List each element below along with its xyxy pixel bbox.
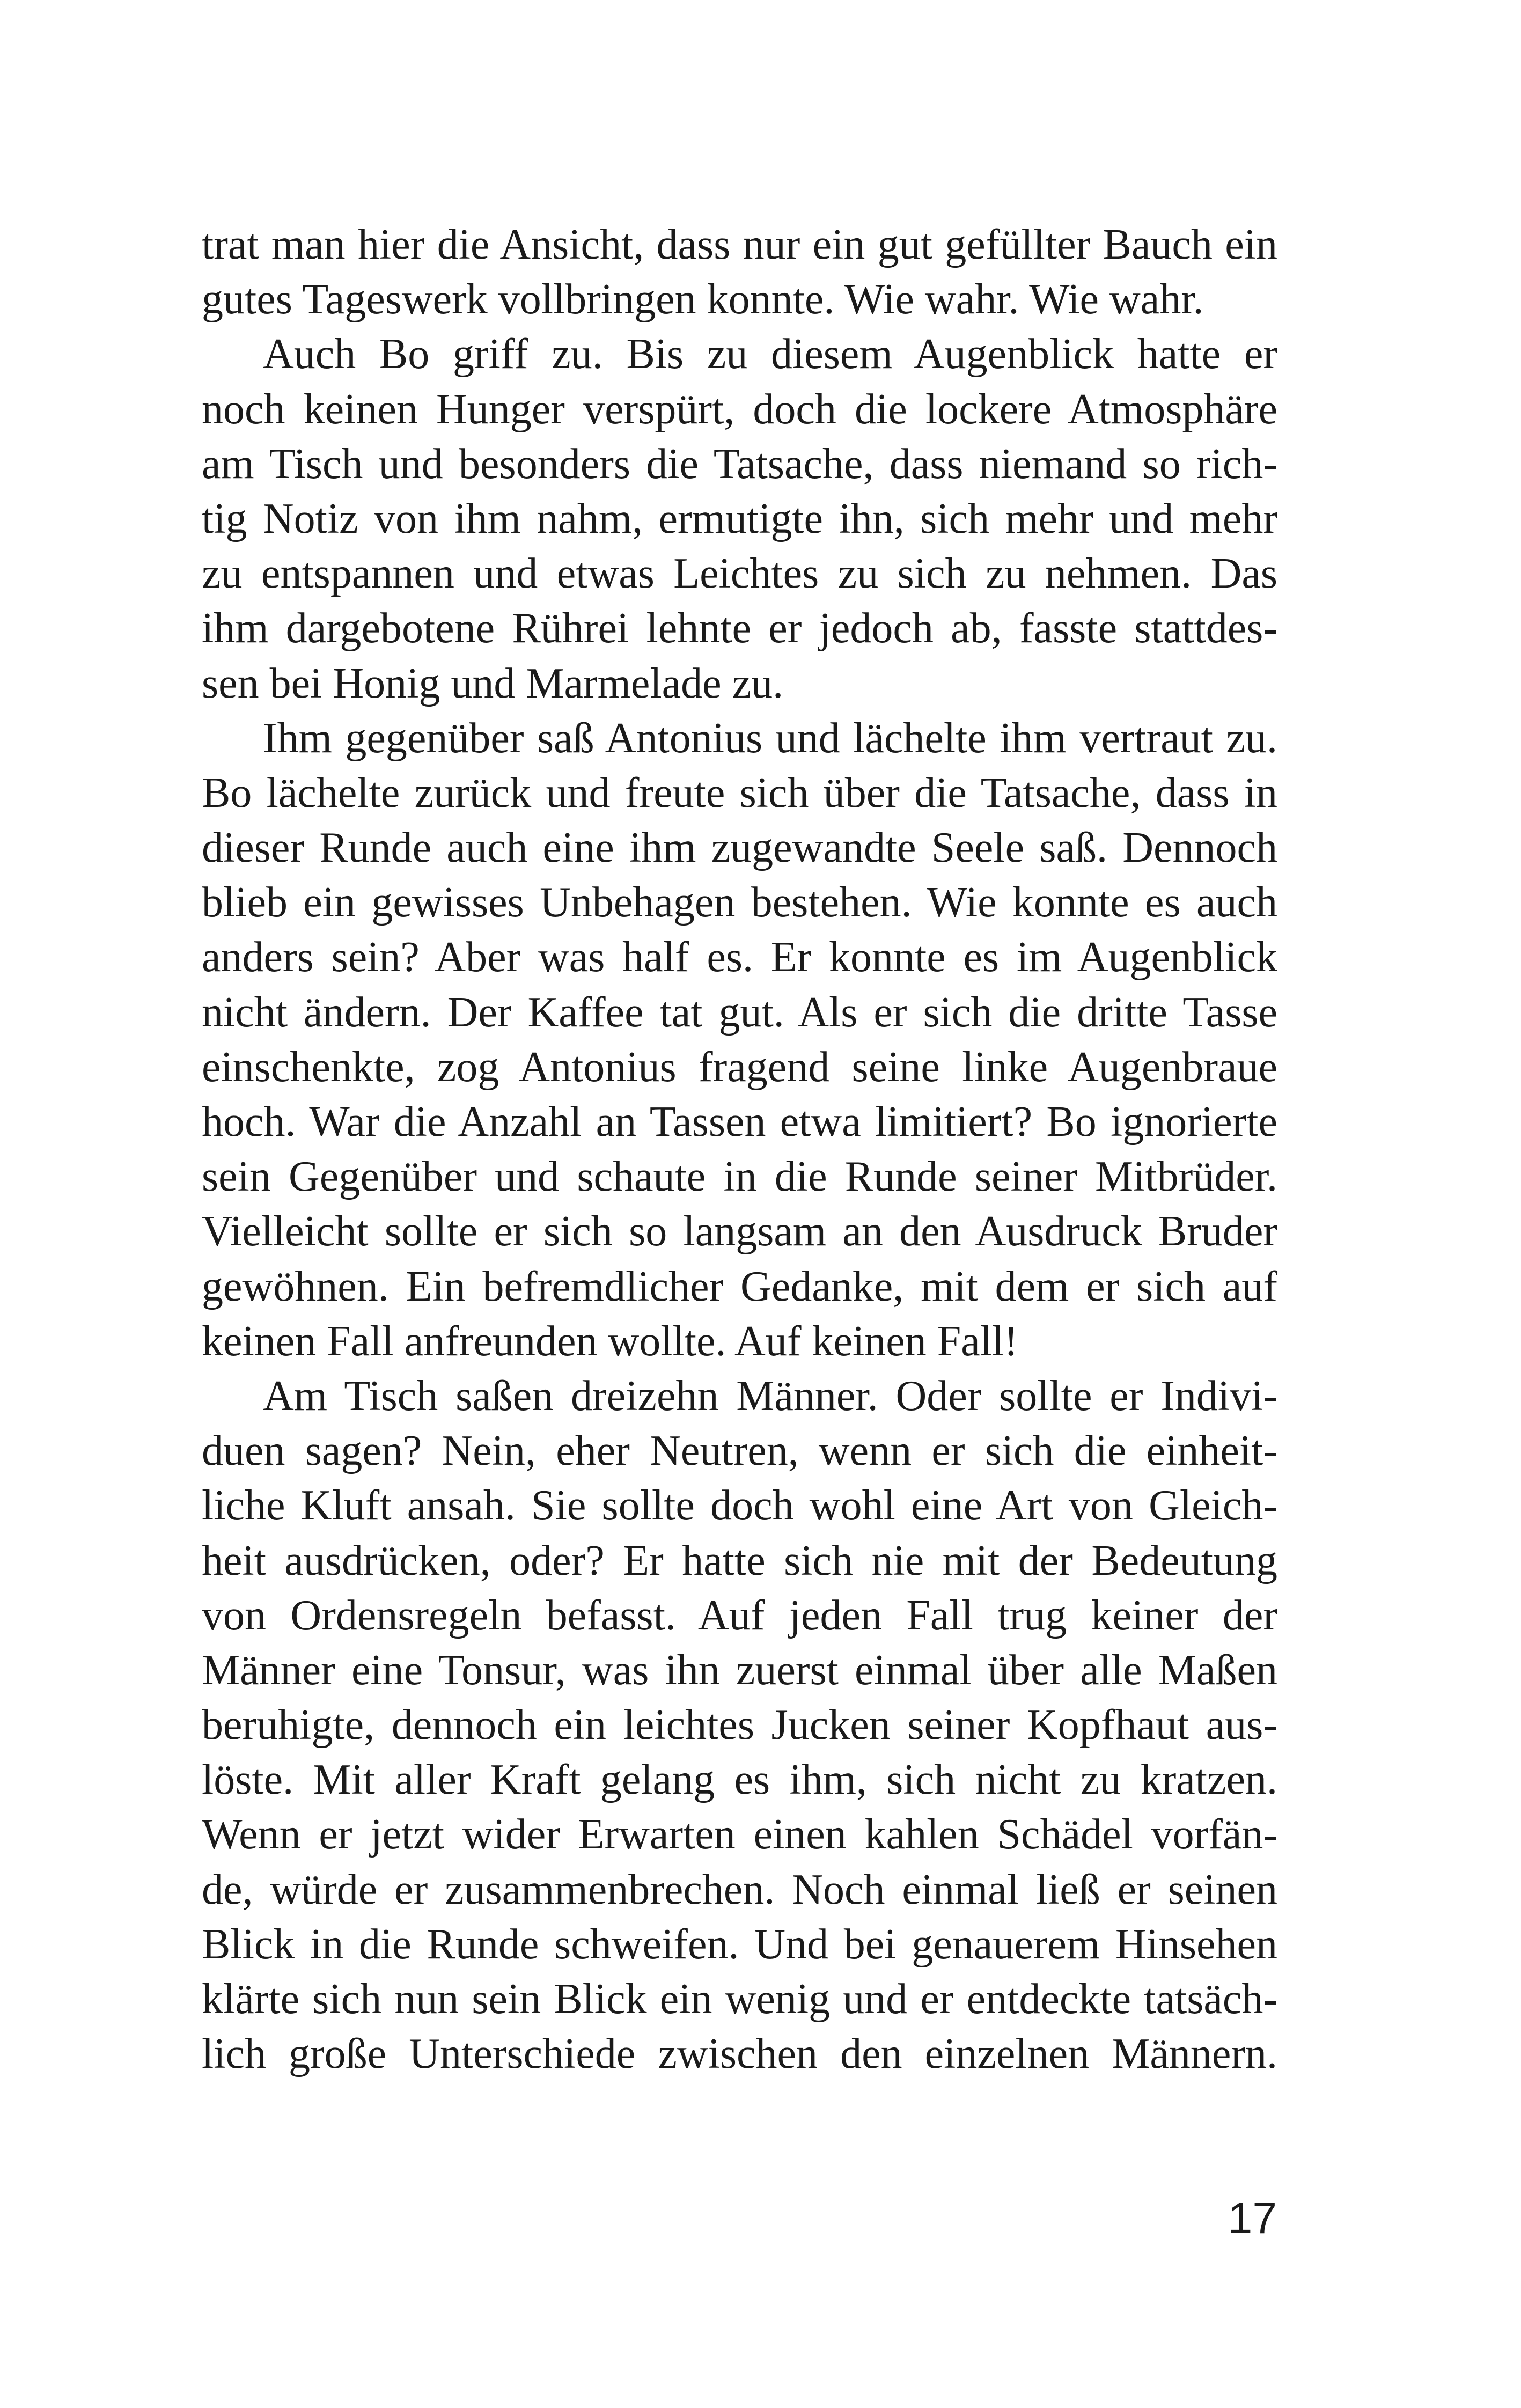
text-line: Auch Bo griff zu. Bis zu diesem Augenblick hatte er xyxy=(263,331,1277,378)
text-line: Vielleicht sollte er sich so langsam an den Ausdruck Bruder xyxy=(202,1208,1277,1256)
text-line: Männer eine Tonsur, was ihn zuerst einmal über alle Maßen xyxy=(202,1646,1277,1694)
page-number: 17 xyxy=(1228,2194,1277,2243)
text-line: beruhigte, dennoch ein leichtes Jucken seiner Kopfhaut aus- xyxy=(202,1701,1277,1749)
text-line: ihm dargebotene Rührei lehnte er jedoch ab, fasste stattdes- xyxy=(202,605,1277,652)
text-line: von Ordensregeln befasst. Auf jeden Fall trug keiner der xyxy=(202,1591,1277,1639)
text-line: löste. Mit aller Kraft gelang es ihm, sich nicht zu kratzen. xyxy=(202,1756,1277,1804)
text-line: zu entspannen und etwas Leichtes zu sich zu nehmen. Das xyxy=(202,550,1277,598)
text-line: nicht ändern. Der Kaffee tat gut. Als er sich die dritte Tasse xyxy=(202,988,1277,1036)
text-line: noch keinen Hunger verspürt, doch die lockere Atmosphäre xyxy=(202,385,1277,433)
text-line: lich große Unterschiede zwischen den einzelnen Männern. xyxy=(202,2030,1277,2078)
text-line: gewöhnen. Ein befremdlicher Gedanke, mit dem er sich auf xyxy=(202,1262,1277,1310)
text-line: Bo lächelte zurück und freute sich über die Tatsache, dass in xyxy=(202,769,1277,817)
text-line: hoch. War die Anzahl an Tassen etwa limitiert? Bo ignorierte xyxy=(202,1098,1277,1146)
text-line: liche Kluft ansah. Sie sollte doch wohl eine Art von Gleich- xyxy=(202,1482,1277,1530)
text-line: am Tisch und besonders die Tatsache, dass niemand so rich- xyxy=(202,440,1277,488)
text-line: Wenn er jetzt wider Erwarten einen kahlen Schädel vorfän- xyxy=(202,1811,1277,1859)
text-line: trat man hier die Ansicht, dass nur ein gut gefüllter Bauch ein xyxy=(202,221,1277,268)
text-line: tig Notiz von ihm nahm, ermutigte ihn, sich mehr und mehr xyxy=(202,495,1277,542)
text-line: einschenkte, zog Antonius fragend seine linke Augenbraue xyxy=(202,1043,1277,1091)
text-line: dieser Runde auch eine ihm zugewandte Seele saß. Dennoch xyxy=(202,824,1277,872)
text-line: klärte sich nun sein Blick ein wenig und er entdeckte tatsäch- xyxy=(202,1976,1277,2023)
text-line: gutes Tageswerk vollbringen konnte. Wie wahr. Wie wahr. xyxy=(202,276,1204,324)
text-line: Ihm gegenüber saß Antonius und lächelte ihm vertraut zu. xyxy=(263,714,1277,762)
text-line: sen bei Honig und Marmelade zu. xyxy=(202,659,784,707)
text-line: anders sein? Aber was half es. Er konnte es im Augenblick xyxy=(202,934,1277,981)
text-line: sein Gegenüber und schaute in die Runde seiner Mitbrüder. xyxy=(202,1153,1277,1201)
text-line: blieb ein gewisses Unbehagen bestehen. Wie konnte es auch xyxy=(202,879,1277,927)
text-line: heit ausdrücken, oder? Er hatte sich nie mit der Bedeutung xyxy=(202,1537,1277,1584)
text-line: keinen Fall anfreunden wollte. Auf keinen Fall! xyxy=(202,1317,1018,1365)
text-line: Blick in die Runde schweifen. Und bei genauerem Hinsehen xyxy=(202,1920,1277,1968)
text-line: duen sagen? Nein, eher Neutren, wenn er sich die einheit- xyxy=(202,1427,1277,1475)
body-text xyxy=(202,217,1277,2081)
text-line: Am Tisch saßen dreizehn Männer. Oder sollte er Indivi- xyxy=(263,1372,1277,1420)
text-line: de, würde er zusammenbrechen. Noch einmal ließ er seinen xyxy=(202,1866,1277,1913)
